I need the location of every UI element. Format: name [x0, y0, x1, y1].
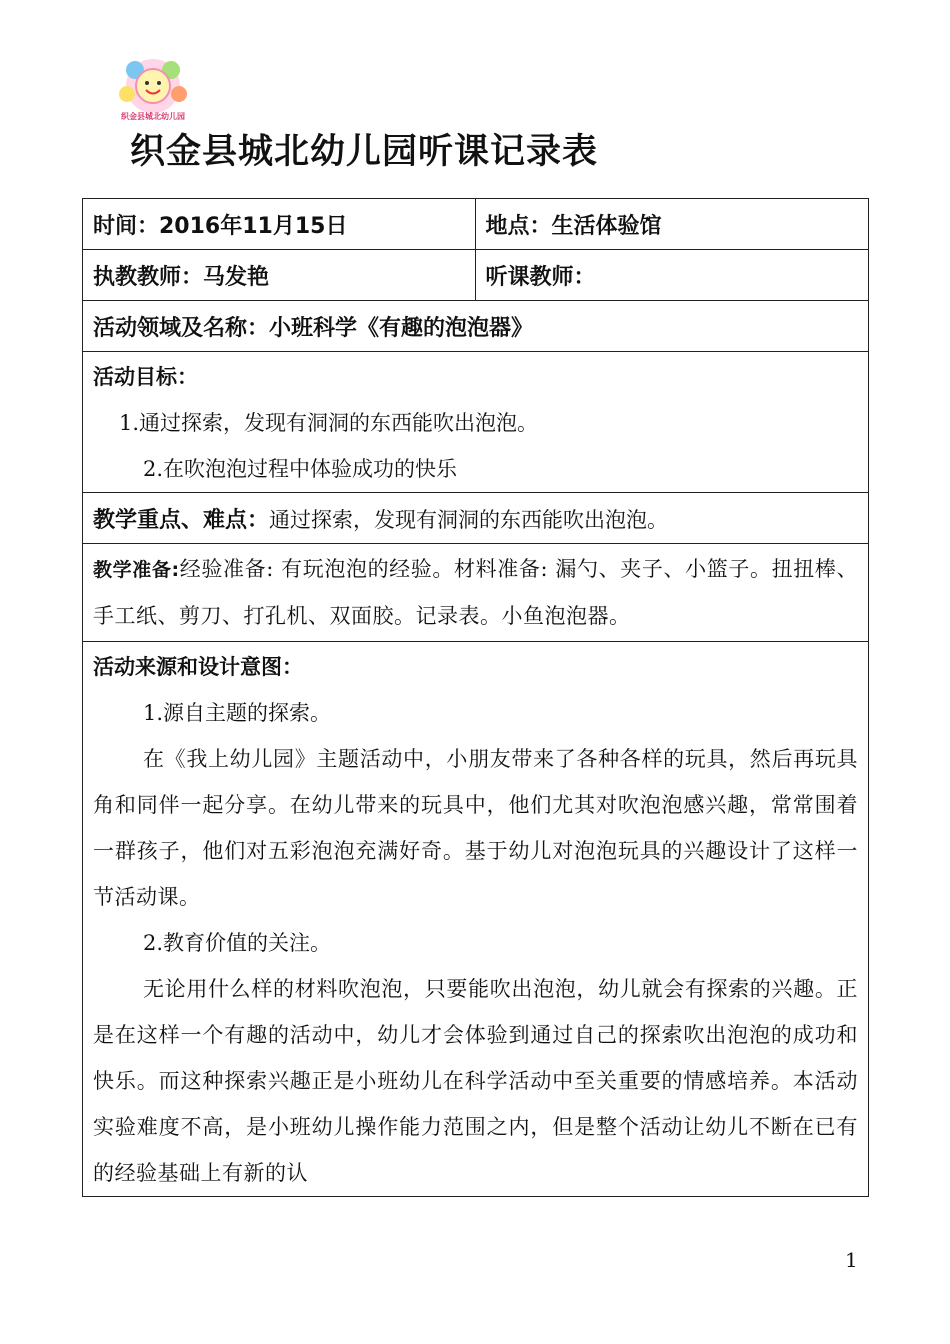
time-cell: 时间：2016年11月15日	[83, 199, 476, 250]
source-paragraph: 在《我上幼儿园》主题活动中，小朋友带来了各种各样的玩具，然后再玩具角和同伴一起分享。在幼儿带来的玩具中，他们尤其对吹泡泡感兴趣，常常围着一群孩子，他们对五彩泡泡充满好奇。基于幼儿对泡泡玩具的兴趣设计了这样一节活动课。	[93, 747, 858, 909]
time-location-row	[83, 199, 869, 250]
value-paragraph: 无论用什么样的材料吹泡泡，只要能吹出泡泡，幼儿就会有探索的兴趣。正是在这样一个有趣的活动中，幼儿才会体验到通过自己的探索吹出泡泡的成功和快乐。而这种探索兴趣正是小班幼儿在科学活动中至关重要的情感培养。本活动实验难度不高，是小班幼儿操作能力范围之内，但是整个活动让幼儿不断在已有的经验基础上有新的认	[93, 977, 858, 1185]
value-subheading: 2.教育价值的关注。	[143, 931, 332, 955]
key-points-row	[83, 493, 869, 544]
source-row	[83, 642, 869, 1197]
source-subheading: 1.源自主题的探索。	[143, 701, 332, 725]
location-cell: 地点：生活体验馆	[475, 199, 869, 250]
listener-cell: 听课教师：	[475, 250, 869, 301]
logo-caption: 织金县城北幼儿园	[121, 112, 185, 121]
teacher-row	[83, 250, 869, 301]
goal-item: 2.在吹泡泡过程中体验成功的快乐	[143, 457, 458, 481]
goal-item: 1.通过探索，发现有洞洞的东西能吹出泡泡。	[119, 411, 539, 435]
goals-row	[83, 352, 869, 493]
page-title: 织金县城北幼儿园听课记录表	[130, 132, 599, 172]
prep-cell	[83, 544, 869, 642]
key-points-cell	[83, 493, 869, 544]
page-number: 1	[845, 1248, 858, 1272]
goals-cell	[83, 352, 869, 493]
prep-text: 经验准备: 有玩泡泡的经验。材料准备: 漏勺、夹子、小篮子。扭扭棒、手工纸、剪刀、打孔机、双面胶。记录表。小鱼泡泡器。	[93, 557, 858, 628]
teacher-cell: 执教教师：马发艳	[83, 250, 476, 301]
record-table	[82, 198, 869, 1197]
goals-heading: 活动目标：	[93, 365, 198, 389]
key-points-label: 教学重点、难点：	[93, 507, 270, 533]
source-cell	[83, 642, 869, 1197]
source-heading: 活动来源和设计意图：	[93, 655, 303, 679]
key-points-text: 通过探索，发现有洞洞的东西能吹出泡泡。	[269, 507, 669, 532]
prep-paragraph	[93, 546, 858, 639]
prep-row	[83, 544, 869, 642]
activity-row	[83, 301, 869, 352]
prep-label: 教学准备:	[93, 559, 180, 581]
activity-name-cell: 活动领域及名称：小班科学《有趣的泡泡器》	[83, 301, 869, 352]
